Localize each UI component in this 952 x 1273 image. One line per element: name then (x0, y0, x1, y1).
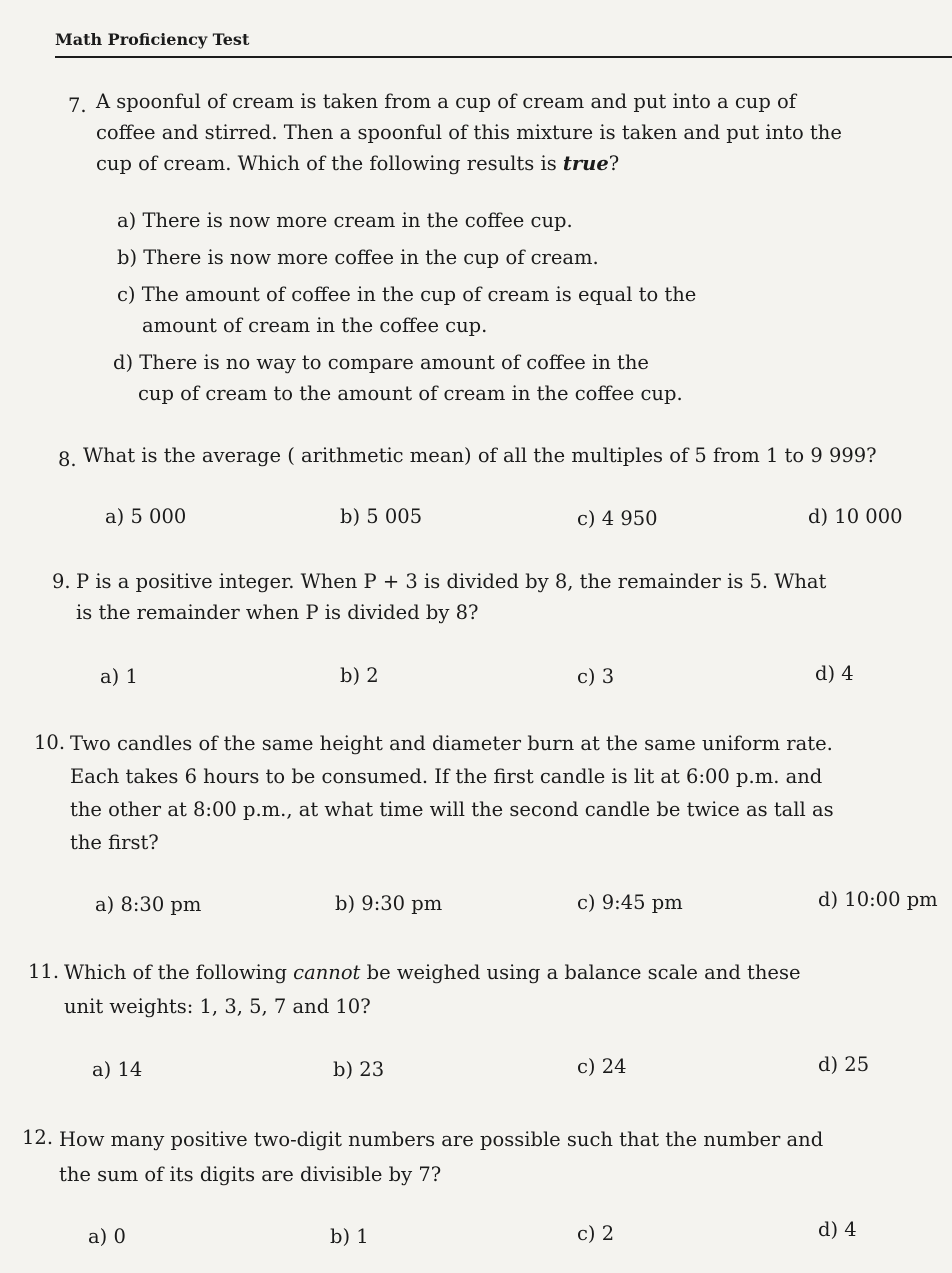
option-a[interactable]: a) There is now more cream in the coffee cup. (117, 209, 573, 232)
question-text: A spoonful of cream is taken from a cup of cream and put into a cup of (96, 90, 796, 113)
option-a[interactable]: a) 14 (92, 1058, 143, 1081)
option-d[interactable]: d) 4 (818, 1218, 857, 1241)
question-text: the sum of its digits are divisible by 7? (59, 1163, 442, 1186)
option-a[interactable]: a) 0 (88, 1225, 126, 1248)
page-title: Math Proficiency Test (55, 30, 250, 49)
option-c[interactable]: c) 9:45 pm (577, 891, 683, 914)
question-text: P is a positive integer. When P + 3 is divided by 8, the remainder is 5. What (76, 570, 827, 593)
option-c[interactable]: c) 3 (577, 665, 615, 688)
option-d[interactable]: d) 10:00 pm (818, 888, 938, 911)
question-number: 12. (22, 1126, 54, 1149)
emphasis-text: true (562, 152, 609, 175)
question-text: cup of cream. Which of the following results is true? (96, 152, 620, 175)
question-text: is the remainder when P is divided by 8? (76, 601, 479, 624)
option-d[interactable]: d) 4 (815, 662, 854, 685)
question-text: What is the average ( arithmetic mean) of all the multiples of 5 from 1 to 9 999? (83, 444, 877, 467)
question-text: Each takes 6 hours to be consumed. If the first candle is lit at 6:00 p.m. and (70, 765, 823, 788)
option-b[interactable]: b) 23 (333, 1058, 385, 1081)
question-text: the first? (70, 831, 159, 854)
option-d[interactable]: d) 10 000 (808, 505, 903, 528)
option-d[interactable]: d) There is no way to compare amount of coffee in the cup of cream to the amount of cream in the coffee cup. (113, 351, 683, 405)
option-c[interactable]: c) 2 (577, 1222, 615, 1245)
question-number: 7. (68, 94, 87, 117)
question-text: coffee and stirred. Then a spoonful of this mixture is taken and put into the (96, 121, 842, 144)
header-divider (55, 56, 952, 58)
option-d[interactable]: d) 25 (818, 1053, 870, 1076)
question-text: Which of the following cannot be weighed using a balance scale and these (64, 961, 801, 984)
question-number: 10. (34, 731, 66, 754)
option-b[interactable]: b) 2 (340, 664, 379, 687)
question-number: 8. (58, 448, 77, 471)
option-c[interactable]: c) 24 (577, 1055, 627, 1078)
question-number: 9. (52, 570, 71, 593)
question-text: How many positive two-digit numbers are possible such that the number and (59, 1128, 824, 1151)
emphasis-text: cannot (293, 961, 361, 984)
option-c[interactable]: c) 4 950 (577, 507, 658, 530)
option-b[interactable]: b) 9:30 pm (335, 892, 443, 915)
question-text: Two candles of the same height and diameter burn at the same uniform rate. (70, 732, 833, 755)
option-b[interactable]: b) 5 005 (340, 505, 423, 528)
option-a[interactable]: a) 5 000 (105, 505, 187, 528)
option-a[interactable]: a) 8:30 pm (95, 893, 202, 916)
option-c[interactable]: c) The amount of coffee in the cup of cream is equal to the amount of cream in the coffee cup. (117, 283, 697, 337)
question-number: 11. (28, 960, 60, 983)
question-text: unit weights: 1, 3, 5, 7 and 10? (64, 995, 371, 1018)
option-b[interactable]: b) There is now more coffee in the cup of cream. (117, 246, 599, 269)
question-text: the other at 8:00 p.m., at what time will the second candle be twice as tall as (70, 798, 834, 821)
option-b[interactable]: b) 1 (330, 1225, 369, 1248)
option-a[interactable]: a) 1 (100, 665, 138, 688)
